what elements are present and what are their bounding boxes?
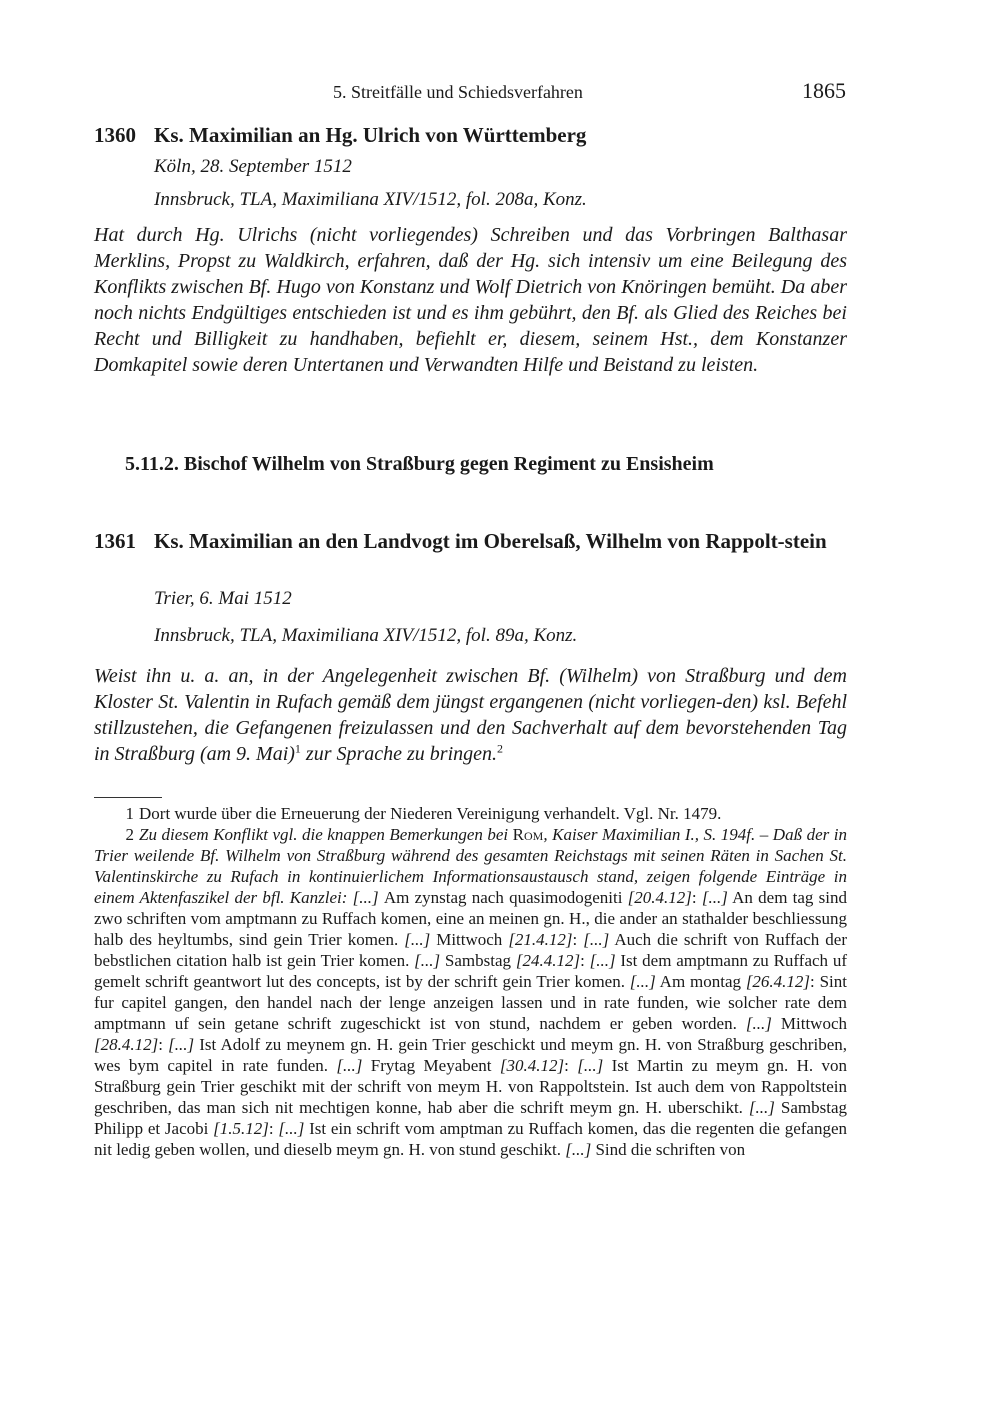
footnote-2 <box>94 824 847 1160</box>
page-number: 1865 <box>802 78 846 103</box>
footnote-1 <box>94 803 847 824</box>
quote: : Sint fur capitel gangen, den handel nach der lenge anzeigen lassen und in rate funden, wie solcher rate dem amptmann uf sein getane schrift zugeschickt ist von stund, nachdem er geben worden. <box>94 972 847 1033</box>
quote: : <box>158 1035 169 1054</box>
entry-place-date: Trier, 6. Mai 1512 <box>154 588 292 609</box>
footnote-text: Dort wurde über die Erneuerung der Niederen Vereinigung verhandelt. Vgl. Nr. 1479. <box>139 804 722 823</box>
date: [1.5.12] <box>213 1119 269 1138</box>
entry-title: Ks. Maximilian an Hg. Ulrich von Württemberg <box>154 123 587 147</box>
date: [28.4.12] <box>94 1035 159 1054</box>
ellipsis: [...] <box>629 972 656 991</box>
quote: Mittwoch <box>430 930 509 949</box>
regest-text: Weist ihn u. a. an, in der Angelegenheit zwischen Bf. (Wilhelm) von Straßburg und dem Kloster St. Valentin in Rufach gemäß dem jüngst ergangenen (nicht vorliegen-den) ksl. Befehl stillzustehen, die Gefangenen freizulassen und den Sachverhalt auf dem bevorstehenden Tag in Straßburg (am 9. Mai) <box>94 665 847 765</box>
running-head <box>0 78 1004 108</box>
ellipsis: [...] <box>565 1140 592 1159</box>
entry-1361-heading <box>94 528 854 555</box>
footnote-text: Zu diesem Konflikt vgl. die knappen Bemerkungen bei <box>139 825 513 844</box>
entry-1360-heading <box>94 122 854 149</box>
section-heading: 5.11.2. Bischof Wilhelm von Straßburg gegen Regiment zu Ensisheim <box>125 453 714 475</box>
entry-number: 1360 <box>94 123 136 147</box>
ellipsis: [...] <box>336 1056 363 1075</box>
date: [21.4.12] <box>508 930 573 949</box>
footnote-author: Rom <box>512 825 544 844</box>
date: [30.4.12] <box>499 1056 565 1075</box>
entry-place-date: Köln, 28. September 1512 <box>154 156 352 177</box>
running-title: 5. Streitfälle und Schiedsverfahren <box>333 82 583 102</box>
ellipsis: [...] <box>414 951 441 970</box>
date: [20.4.12] <box>627 888 692 907</box>
quote: : <box>580 951 590 970</box>
quote: Ist Martin zu meym gn. H. von Straßburg gein Trier geschikt mit der schrift von meym H. von Rappoltstein. Ist auch dem von Rappoltstein geschriben, das man sich nit mechtigen konne, hab aber die schrift meym gn. H. uberschikt. <box>94 1056 848 1117</box>
footnote-number: 1 <box>125 804 134 823</box>
quote: Mittwoch <box>771 1014 847 1033</box>
ellipsis: [...] <box>748 1098 775 1117</box>
entry-number: 1361 <box>94 529 136 553</box>
quote: : <box>691 888 702 907</box>
regest-text: zur Sprache zu bringen. <box>300 743 498 765</box>
footnote-ref: 2 <box>497 741 504 756</box>
quote: Am zynstag nach quasimodogeniti <box>383 888 628 907</box>
quote: Sambstag Philipp et Jacobi <box>94 1098 848 1138</box>
ellipsis: [...] <box>589 951 616 970</box>
quote: Frytag Meyabent <box>362 1056 500 1075</box>
entry-title: Ks. Maximilian an den Landvogt im Oberelsaß, Wilhelm von Rappolt-stein <box>154 529 827 553</box>
quote: : <box>572 930 584 949</box>
ellipsis: [...] <box>168 1035 195 1054</box>
entry-source: Innsbruck, TLA, Maximiliana XIV/1512, fol. 208a, Konz. <box>154 189 587 210</box>
date: [26.4.12] <box>745 972 811 991</box>
ellipsis: [...] <box>577 1056 604 1075</box>
quote: : <box>564 1056 578 1075</box>
ellipsis: [...] <box>404 930 431 949</box>
ellipsis: [...] <box>278 1119 305 1138</box>
ellipsis: [...] <box>745 1014 772 1033</box>
quote: Ist Adolf zu meynem gn. H. gein Trier geschickt und meym gn. H. von Straßburg geschriben, wes bym capitel in rate funden. <box>94 1035 847 1075</box>
entry-source: Innsbruck, TLA, Maximiliana XIV/1512, fol. 89a, Konz. <box>154 625 578 646</box>
footnote-number: 2 <box>125 825 134 844</box>
entry-regest: Hat durch Hg. Ulrichs (nicht vorliegendes) Schreiben und das Vorbringen Balthasar Merklins, Propst zu Waldkirch, erfahren, daß der Hg. sich intensiv um eine Beilegung des Konflikts zwischen Bf. Hugo von Konstanz und Wolf Dietrich von Knöringen bemüht. Da aber noch nichts Endgültiges entschieden ist und es ihm gebührt, den Bf. als Glied des Reiches bei Recht und Billigkeit zu handhaben, befiehlt er, diesem, seinem Hst., dem Konstanzer Domkapitel sowie deren Untertanen und Verwandten Hilfe und Beistand zu leisten. <box>94 224 847 376</box>
quote: An dem tag sind zwo schriften vom amptmann zu Ruffach komen, eine an meinen gn. H., die ander an stathalder beschliessung halb des heyltumbs, sind gein Trier komen. <box>94 888 848 949</box>
footnote-ref: 1 <box>294 741 301 756</box>
ellipsis: [...] <box>701 888 728 907</box>
date: [24.4.12] <box>515 951 581 970</box>
entry-regest <box>94 663 847 767</box>
quote: Sind die schriften von <box>591 1140 746 1159</box>
quote: Am montag <box>655 972 746 991</box>
footnote-text: , Kaiser Maximilian I., S. 194f. – Daß der in Trier weilende Bf. Wilhelm von Straßburg während des gesamten Reichstags mit seinen Räten in Sachen St. Valentinskirche zu Rufach in kontinuierlichem Informationsaustausch stand, zeigen folgende Einträge in einem Aktenfaszikel der bfl. Kanzlei: [...] <box>94 825 848 907</box>
quote: Ist dem amptmann zu Ruffach uf gemelt schrift geantwort lut des concepts, ist by der schrift gein Trier komen. <box>94 951 847 991</box>
quote: Ist ein schrift vom amptman zu Ruffach komen, das die regenten die gefangen nit ledig geben wollen, und dieselb meym gn. H. von stund geschikt. <box>94 1119 847 1159</box>
quote: : <box>268 1119 279 1138</box>
quote: Auch die schrift von Ruffach der bebstlichen citation halb ist gein Trier komen. <box>94 930 847 970</box>
ellipsis: [...] <box>583 930 610 949</box>
footnote-rule <box>94 797 162 798</box>
quote: Sambstag <box>440 951 516 970</box>
